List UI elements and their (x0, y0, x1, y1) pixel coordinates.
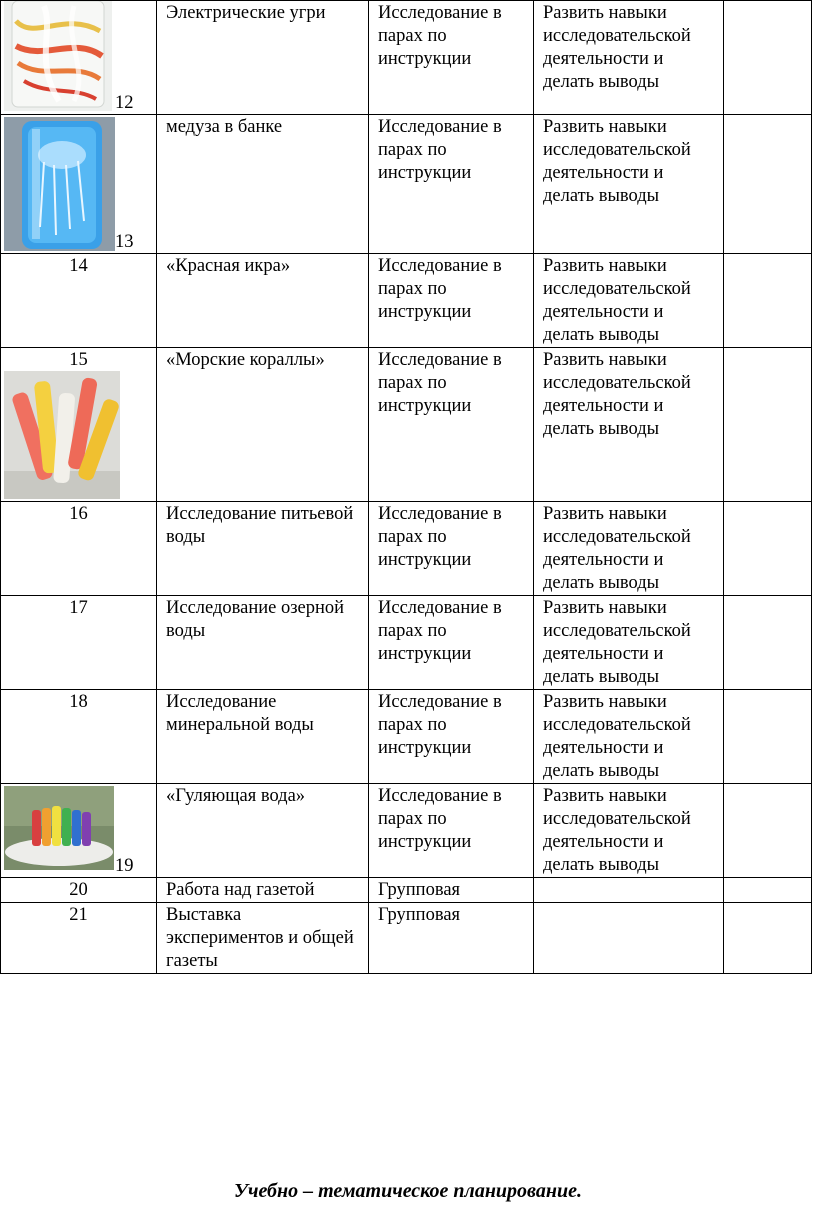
topic-cell: «Гуляющая вода» (157, 784, 369, 878)
row-number: 15 (69, 350, 88, 370)
empty-cell (724, 903, 812, 974)
topic-cell: Работа над газетой (157, 878, 369, 903)
number-cell (1, 596, 157, 690)
goal-cell: Развить навыки исследовательской деятельности и делать выводы (534, 254, 724, 348)
form-cell: Исследование в парах по инструкции (369, 115, 534, 254)
number-cell (1, 254, 157, 348)
topic-cell: Выставка экспериментов и общей газеты (157, 903, 369, 974)
form-cell: Исследование в парах по инструкции (369, 1, 534, 115)
empty-cell (724, 690, 812, 784)
row-number: 13 (115, 232, 134, 252)
row-number: 21 (69, 905, 88, 925)
form-cell: Исследование в парах по инструкции (369, 254, 534, 348)
empty-cell (724, 254, 812, 348)
table-row (1, 115, 812, 254)
row-number: 20 (69, 880, 88, 900)
row-number: 17 (69, 598, 88, 618)
empty-cell (724, 502, 812, 596)
form-cell: Исследование в парах по инструкции (369, 784, 534, 878)
goal-cell: Развить навыки исследовательской деятельности и делать выводы (534, 502, 724, 596)
number-cell (1, 502, 157, 596)
topic-cell: «Морские кораллы» (157, 348, 369, 502)
form-cell: Групповая (369, 903, 534, 974)
number-cell (1, 878, 157, 903)
topic-cell: медуза в банке (157, 115, 369, 254)
form-cell: Исследование в парах по инструкции (369, 502, 534, 596)
topic-cell: Электрические угри (157, 1, 369, 115)
empty-cell (724, 878, 812, 903)
form-cell: Групповая (369, 878, 534, 903)
goal-cell (534, 878, 724, 903)
goal-cell: Развить навыки исследовательской деятельности и делать выводы (534, 115, 724, 254)
row-number: 19 (115, 856, 134, 876)
topic-cell: Исследование минеральной воды (157, 690, 369, 784)
empty-cell (724, 348, 812, 502)
row-number: 16 (69, 504, 88, 524)
blue-jellyfish-jar-photo (4, 117, 115, 251)
table-row (1, 502, 812, 596)
number-cell (1, 115, 157, 254)
form-cell: Исследование в парах по инструкции (369, 596, 534, 690)
walking-water-rainbow-photo (4, 786, 114, 870)
topic-cell: Исследование озерной воды (157, 596, 369, 690)
empty-cell (724, 1, 812, 115)
goal-cell: Развить навыки исследовательской деятельности и делать выводы (534, 690, 724, 784)
goal-cell: Развить навыки исследовательской деятельности и делать выводы (534, 784, 724, 878)
table-row (1, 348, 812, 502)
goal-cell: Развить навыки исследовательской деятельности и делать выводы (534, 596, 724, 690)
table-row (1, 1, 812, 115)
number-cell (1, 903, 157, 974)
table-row (1, 254, 812, 348)
glass-colorful-streaks-photo (4, 1, 112, 111)
goal-cell: Развить навыки исследовательской деятельности и делать выводы (534, 1, 724, 115)
sugar-crystal-sticks-photo (4, 371, 120, 499)
form-cell: Исследование в парах по инструкции (369, 690, 534, 784)
table-row (1, 878, 812, 903)
section-title: Учебно – тематическое планирование. (234, 1180, 582, 1202)
table-row (1, 903, 812, 974)
empty-cell (724, 784, 812, 878)
empty-cell (724, 596, 812, 690)
empty-cell (724, 115, 812, 254)
number-cell (1, 784, 157, 878)
row-number: 14 (69, 256, 88, 276)
table-row (1, 596, 812, 690)
topic-cell: Исследование питьевой воды (157, 502, 369, 596)
goal-cell (534, 903, 724, 974)
topic-cell: «Красная икра» (157, 254, 369, 348)
goal-cell: Развить навыки исследовательской деятельности и делать выводы (534, 348, 724, 502)
table-row (1, 690, 812, 784)
table-row (1, 784, 812, 878)
number-cell (1, 1, 157, 115)
row-number: 18 (69, 692, 88, 712)
number-cell (1, 690, 157, 784)
form-cell: Исследование в парах по инструкции (369, 348, 534, 502)
number-cell (1, 348, 157, 502)
row-number: 12 (115, 93, 134, 113)
